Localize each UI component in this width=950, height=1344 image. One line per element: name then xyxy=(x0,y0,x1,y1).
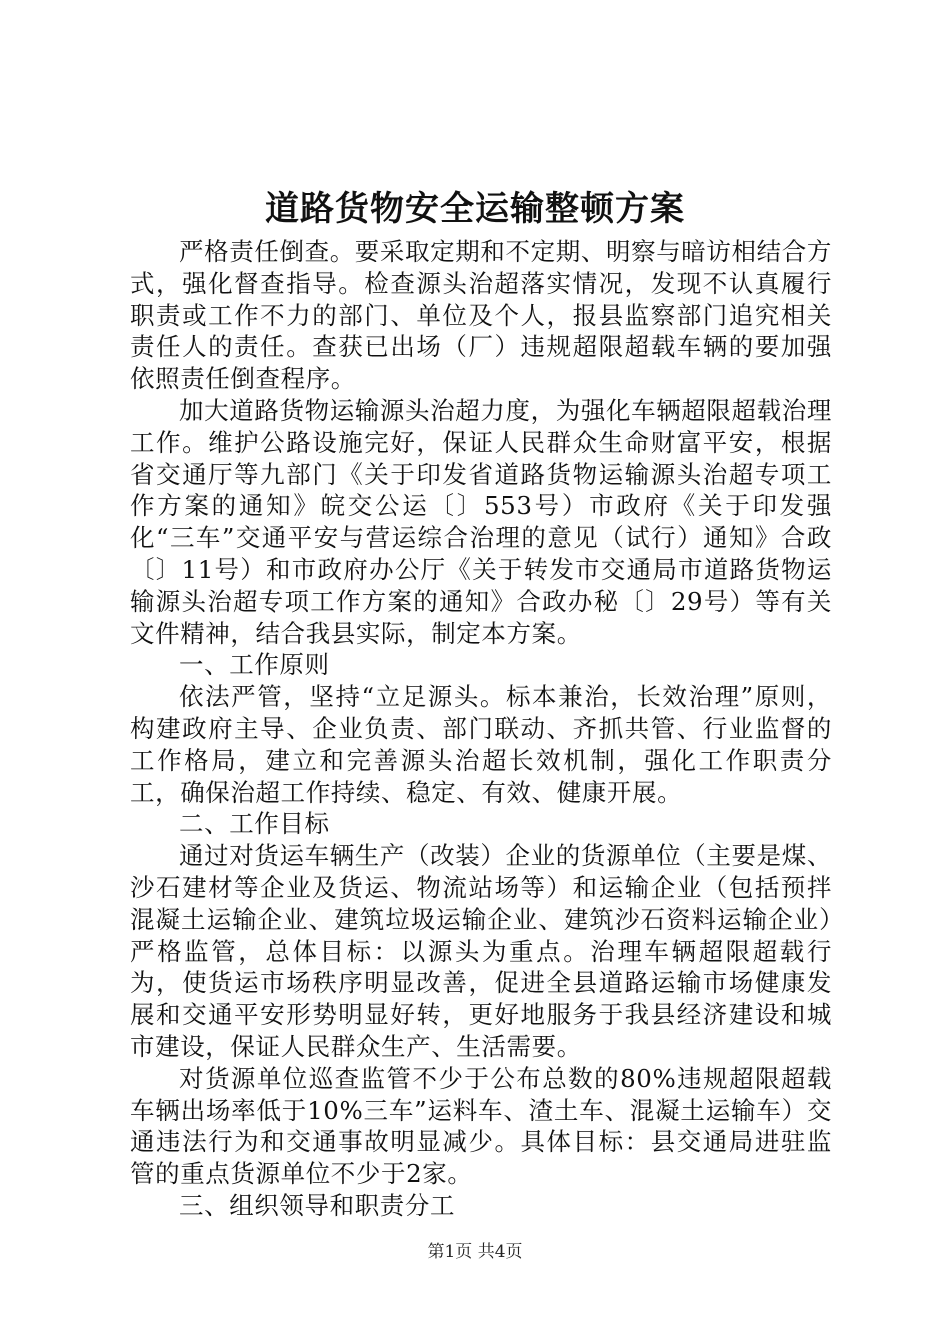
document-title: 道路货物安全运输整顿方案 xyxy=(265,189,685,229)
section-heading-goals: 二、工作目标 xyxy=(179,809,330,839)
paragraph-introduction: 加大道路货物运输源头治超力度，为强化车辆超限超载治理工作。维护公路设施完好，保证人民群众生命财富平安，根据省交通厅等九部门《关于印发省道路货物运输源头治超专项工作方案的通知》皖交公运〔〕553号）市政府《关于印发强化“三车”交通平安与营运综合治理的意见（试行）通知》合政〔〕11号）和市政府办公厅《关于转发市交通局市道路货物运输源头治超专项工作方案的通知》合政办秘〔〕29号）等有关文件精神，结合我县实际，制定本方案。 xyxy=(130,395,832,648)
page-footer: 第1页 共4页 xyxy=(427,1242,523,1262)
paragraph-overall-goal: 通过对货运车辆生产（改装）企业的货源单位（主要是煤、沙石建材等企业及货运、物流站场等）和运输企业（包括预拌混凝土运输企业、建筑垃圾运输企业、建筑沙石资料运输企业）严格监管，总体目标：以源头为重点。治理车辆超限超载行为，使货运市场秩序明显改善，促进全县道路运输市场健康发展和交通平安形势明显好转，更好地服务于我县经济建设和城市建设，保证人民群众生产、生活需要。 xyxy=(130,841,832,1061)
document-body xyxy=(130,236,832,1222)
paragraph-responsibility-check: 严格责任倒查。要采取定期和不定期、明察与暗访相结合方式，强化督查指导。检查源头治超落实情况，发现不认真履行职责或工作不力的部门、单位及个人，报县监察部门追究相关责任人的责任。查获已出场（厂）违规超限超载车辆的要加强依照责任倒查程序。 xyxy=(130,237,832,394)
section-heading-organization: 三、组织领导和职责分工 xyxy=(179,1190,456,1220)
section-heading-principles: 一、工作原则 xyxy=(179,650,330,680)
paragraph-specific-goals: 对货源单位巡查监管不少于公布总数的80%违规超限超载车辆出场率低于10%三车”运料车、渣土车、混凝土运输车）交通违法行为和交通事故明显减少。具体目标：县交通局进驻监管的重点货源单位不少于2家。 xyxy=(130,1063,832,1189)
paragraph-principles: 依法严管，坚持“立足源头。标本兼治，长效治理”原则，构建政府主导、企业负责、部门联动、齐抓共管、行业监督的工作格局，建立和完善源头治超长效机制，强化工作职责分工，确保治超工作持续、稳定、有效、健康开展。 xyxy=(130,682,832,807)
